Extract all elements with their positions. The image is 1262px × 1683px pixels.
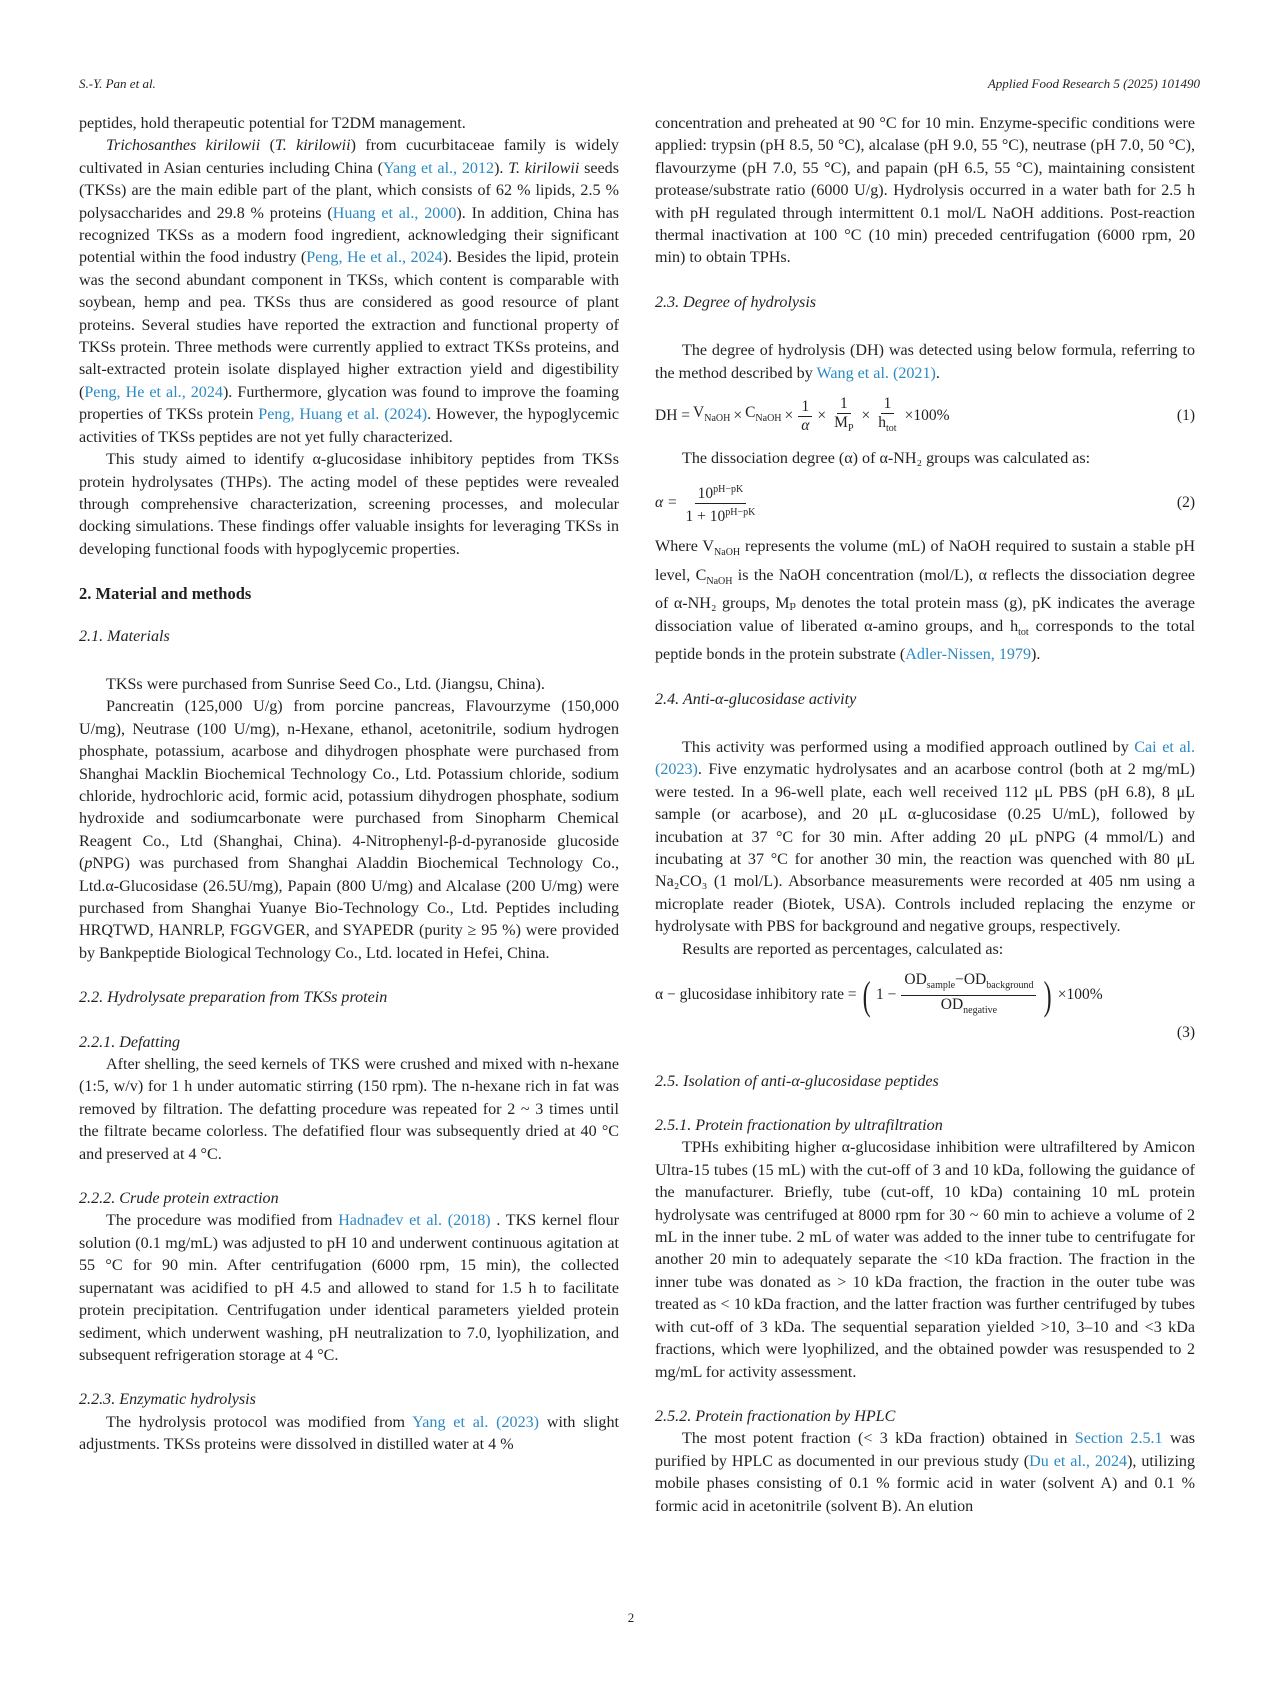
text: ), utilizing mobile phases consisting of 0.1 % formic acid in water (solvent A) and 0.1 % formic acid in acetonitrile (solvent B). An elution xyxy=(655,1452,1196,1515)
activity-paragraph xyxy=(655,737,1195,939)
citation-link[interactable]: Peng, Huang et al. (2024) xyxy=(258,406,428,424)
text: ). In addition, China has recognized TKSs as a modern food ingredient, acknowledging their significant potential within the food industry ( xyxy=(79,204,619,267)
dissociation-text: The dissociation degree (α) of α-NH₂ groups was calculated as: xyxy=(682,450,1091,468)
eq-var: M xyxy=(834,414,848,432)
section-heading-2-2: 2.2. Hydrolysate preparation from TKSs protein xyxy=(79,989,388,1007)
species-abbr: T. kirilowii xyxy=(508,159,580,177)
species-name: Trichosanthes kirilowii xyxy=(106,137,261,155)
eq-fraction xyxy=(798,398,812,435)
text: The procedure was modified from xyxy=(106,1212,339,1230)
text: NPG) was purchased from Shanghai Aladdin Biochemical Technology Co., Ltd.α-Glucosidase (26.5U/mg), Papain (800 U/mg) and Alcalase (200 U/mg) were purchased from Shanghai Yuanye Bio-Technology Co., Ltd. Peptides including HRQTWD, HANRLP, FGGVGER, and SYAPEDR (purity ≥ 95 %) were provided by Bankpeptide Biological Technology Co., Ltd. located in Hefei, China. xyxy=(79,855,619,962)
text: seeds (TKSs) are the main edible part of the plant, which consists of 62 % lipids, 2.5 % polysaccharides and 29.8 % proteins ( xyxy=(79,159,619,222)
eq-var: α xyxy=(801,417,810,435)
text: ). xyxy=(494,159,509,177)
eq-sup: pH−pK xyxy=(713,483,744,495)
eq-var: OD xyxy=(940,996,964,1014)
text: The hydrolysis protocol was modified from xyxy=(106,1413,413,1431)
text: . However, the hypoglycemic activities of TKSs peptides are not yet fully characterized. xyxy=(79,406,619,446)
eq-var: OD xyxy=(963,971,987,989)
sub: tot xyxy=(1018,626,1029,638)
text: . TKS kernel flour solution (0.1 mg/mL) was adjusted to pH 10 and underwent continuous agitation at 55 °C for 90 min. After centrifugation (6000 rpm, 15 min), the collected supernatant was acidified to pH 4.5 and allowed to stand for 1.5 h to facilitate protein precipitation. Centrifugation under identical parameters yielded protein sediment, which underwent washing, pH neutralization to 7.0, lyophilization, and subsequent refrigeration storage at 4 °C. xyxy=(79,1212,620,1364)
eq-sub: sample xyxy=(926,980,956,992)
section-heading-2-2-3: 2.2.3. Enzymatic hydrolysis xyxy=(79,1391,256,1409)
eq-fraction xyxy=(875,395,899,438)
sub: NaOH xyxy=(706,575,733,587)
equation-2 xyxy=(655,481,1195,526)
citation-link[interactable]: Adler-Nissen, 1979 xyxy=(905,646,1032,664)
citation-link[interactable]: Wang et al. (2021) xyxy=(816,364,936,382)
eq-var: V xyxy=(693,404,705,422)
text: . Five enzymatic hydrolysates and an acarbose control (both at 2 mg/mL) were tested. In a 96-well plate, each well received 112 μL PBS (pH 6.8), 8 μL sample (or acarbose), and 20 μL α-glucosidase (0.25 U/mL), followed by incubation at 37 °C for 30 min. After adding 20 μL pNPG (4 mmol/L) and incubating at 37 °C for another 30 min, the reaction was quenched with 80 μL Na₂CO₃ (1 mol/L). Absorbance measurements were recorded at 405 nm using a microplate reader (Biotek, USA). Controls included replacing the enzyme or hydrolysate with PBS for background and negative groups, respectively. xyxy=(655,761,1195,936)
equation-number: (1) xyxy=(1176,407,1195,425)
eq-op: − xyxy=(955,971,964,989)
citation-link[interactable]: Du et al., 2024 xyxy=(1029,1452,1128,1470)
text: represents the volume (mL) of NaOH required to sustain a stable pH level, C xyxy=(655,537,1195,584)
text: ) from cucurbitaceae family is widely cultivated in Asian centuries including China ( xyxy=(79,137,619,177)
text: is the NaOH concentration (mol/L), α reflects the dissociation degree of α-NH₂ groups, Mₚ denotes the total protein mass (g), pK indicates the average dissociation value of liberated α-amino groups, and h xyxy=(655,566,1195,635)
text: . xyxy=(935,364,940,382)
section-heading-2-2-2: 2.2.2. Crude protein extraction xyxy=(79,1190,279,1208)
equation-1 xyxy=(655,395,1195,438)
eq-den xyxy=(938,996,1000,1020)
citation-link[interactable]: Yang et al., 2012 xyxy=(383,159,495,177)
eq-fraction xyxy=(901,971,1036,1020)
eq-op: ×100% xyxy=(1057,986,1103,1004)
eq-sub: NaOH xyxy=(704,413,731,425)
text: This activity was performed using a modified approach outlined by xyxy=(682,738,1135,756)
eq-fraction xyxy=(831,395,856,438)
text: ). xyxy=(1031,646,1041,664)
intro-paragraph-continued xyxy=(79,113,619,135)
left-paren: ( xyxy=(862,972,871,1018)
citation-link[interactable]: Huang et al., 2000 xyxy=(332,204,457,222)
section-heading-2-4: 2.4. Anti-α-glucosidase activity xyxy=(655,690,857,708)
hplc-paragraph xyxy=(655,1428,1195,1518)
running-head-journal: Applied Food Research 5 (2025) 101490 xyxy=(987,76,1200,91)
eq-den xyxy=(798,417,812,435)
text-italic: p xyxy=(84,855,93,873)
species-abbr: T. kirilowii xyxy=(274,137,351,155)
sub: NaOH xyxy=(714,547,741,559)
materials-paragraph-2 xyxy=(79,696,619,965)
eq-op: × xyxy=(784,407,794,425)
equation-3 xyxy=(655,971,1195,1020)
text: Where V xyxy=(655,537,715,555)
eq-num xyxy=(901,971,1036,996)
eq-text: α − glucosidase inhibitory rate = xyxy=(655,986,857,1004)
text: Pancreatin (125,000 U/g) from porcine pancreas, Flavourzyme (150,000 U/mg), Neutrase (100 U/mg), n-Hexane, ethanol, acetonitrile, sodium hydrogen phosphate, potassium, acarbose and dihydrogen phosphate were purchased from Shanghai Macklin Biochemical Technology Co., Ltd. Potassium chloride, sodium chloride, hydrochloric acid, formic acid, potassium dihydrogen phosphate, sodium hydroxide and sodiumcarbonate were purchased from Sinopharm Chemical Reagent Co., Ltd (Shanghai, China). 4-Nitrophenyl-β-d-pyranoside glucoside ( xyxy=(79,698,619,873)
text: corresponds to the total peptide bonds in the protein substrate ( xyxy=(655,617,1195,664)
enzymatic-hydrolysis-continued: concentration and preheated at 90 °C for 10 min. Enzyme-specific conditions were applied: trypsin (pH 8.5, 50 °C), alcalase (pH 9.0, 55 °C), neutrase (pH 7.0, 50 °C), flavourzyme (pH 7.0, 55 °C), and papain (pH 6.5, 55 °C), maintaining consistent protease/substrate ratio (6000 U/g). Hydrolysis occurred in a water bath for 2.5 h with pH regulated through intermittent 0.1 mol/L NaOH additions. Post-reaction thermal inactivation at 100 °C (10 min) preceded centrifugation (6000 rpm, 20 min) to obtain TPHs. xyxy=(655,115,1195,267)
eq-num: 1 xyxy=(881,395,895,414)
enzymatic-hydrolysis-paragraph xyxy=(79,1412,619,1457)
right-column xyxy=(655,113,1195,1518)
variables-definition-paragraph xyxy=(655,536,1195,667)
eq-den xyxy=(682,504,758,526)
eq-op: × xyxy=(733,407,743,425)
text: The degree of hydrolysis (DH) was detected using below formula, referring to the method described by xyxy=(655,342,1195,382)
text: ). Furthermore, glycation was found to improve the foaming properties of TKSs protein xyxy=(79,383,619,424)
dh-paragraph xyxy=(655,340,1195,385)
eq-var: C xyxy=(745,404,756,422)
eq-var: OD xyxy=(904,971,927,989)
page-number: 2 xyxy=(627,1610,635,1625)
materials-paragraph-1: TKSs were purchased from Sunrise Seed Co., Ltd. (Jiangsu, China). xyxy=(106,675,545,693)
text: ( xyxy=(260,137,275,155)
eq-var: 10 xyxy=(697,484,714,502)
eq-var: 1 + 10 xyxy=(685,507,726,525)
eq-sub: negative xyxy=(963,1005,998,1017)
section-link[interactable]: Section 2.5.1 xyxy=(1074,1430,1163,1448)
equation-number: (3) xyxy=(1176,1024,1195,1042)
eq-fraction xyxy=(682,481,758,526)
eq-op: × xyxy=(817,407,827,425)
results-text: Results are reported as percentages, calculated as: xyxy=(682,940,1004,958)
eq-op: × xyxy=(861,407,871,425)
eq-num: 1 xyxy=(837,395,851,414)
citation-link[interactable]: Peng, He et al., 2024 xyxy=(84,383,223,401)
eq-num: 1 xyxy=(798,398,812,417)
section-heading-2-5: 2.5. Isolation of anti-α-glucosidase peptides xyxy=(655,1072,939,1090)
eq-op: 1 − xyxy=(876,986,897,1004)
eq-op: ×100% xyxy=(904,407,950,425)
intro-paragraph-aim: This study aimed to identify α-glucosidase inhibitory peptides from TKSs protein hydrolysates (THPs). The acting model of these peptides were revealed through comprehensive characterization, screening processes, and molecular docking simulations. These findings offer valuable insights for leveraging TKSs in developing functional foods with hypoglycemic properties. xyxy=(79,451,619,558)
citation-link[interactable]: Hadnađev et al. (2018) xyxy=(338,1212,491,1230)
eq-sub: background xyxy=(986,980,1034,992)
defatting-paragraph: After shelling, the seed kernels of TKS were crushed and mixed with n-hexane (1:5, w/v) for 1 h under automatic stirring (150 rpm). The n-hexane rich in fat was removed by filtration. The defatting procedure was repeated for 2 ~ 3 times until the filtrate became colorless. The defatified flour was subsequently dried at 40 °C and preserved at 4 °C. xyxy=(79,1056,619,1163)
text: peptides, hold therapeutic potential for T2DM management. xyxy=(79,115,466,132)
ultrafiltration-paragraph: TPHs exhibiting higher α-glucosidase inhibition were ultrafiltered by Amicon Ultra-15 tubes (15 mL) with the cut-off of 3 and 10 kDa, following the guidance of the manufacturer. Briefly, tube (cut-off, 10 kDa) containing 10 mL protein hydrolysate was centrifuged at 8000 rpm for 30 ~ 60 min to achieve a volume of 2 mL in the inner tube. 2 mL of water was added to the inner tube to centrifugate for another 20 min to adequately separate the <10 kDa fraction. The fraction in the inner tube was donated as > 10 kDa fraction, the fraction in the outer tube was treated as < 10 kDa fraction, and the latter fraction was further centrifuged by tubes with cut-off of 3 kDa. The sequential separation yielded >10, 3–10 and <3 kDa fractions, which were lyophilized, and the obtained powder was resuspended to 2 mg/mL for activity assessment. xyxy=(655,1139,1195,1381)
eq-sub: P xyxy=(847,423,854,435)
section-heading-2-5-2: 2.5.2. Protein fractionation by HPLC xyxy=(655,1407,896,1425)
text: with slight adjustments. TKSs proteins were dissolved in distilled water at 4 % xyxy=(79,1413,619,1454)
crude-extraction-paragraph xyxy=(79,1210,619,1367)
section-heading-2-1: 2.1. Materials xyxy=(79,627,170,645)
eq-sup: pH−pK xyxy=(725,506,756,518)
eq-lhs: DH = xyxy=(655,407,691,425)
eq-den xyxy=(831,414,856,438)
citation-link[interactable]: Peng, He et al., 2024 xyxy=(306,249,443,267)
eq-sub: NaOH xyxy=(755,413,782,425)
text: The most potent fraction (< 3 kDa fraction) obtained in xyxy=(682,1430,1075,1448)
running-head-authors: S.-Y. Pan et al. xyxy=(79,76,156,91)
section-heading-2-3: 2.3. Degree of hydrolysis xyxy=(655,293,817,311)
eq-num xyxy=(695,481,747,504)
left-column xyxy=(79,113,619,1457)
eq-den xyxy=(875,414,899,438)
section-heading-2-5-1: 2.5.1. Protein fractionation by ultrafiltration xyxy=(655,1117,943,1135)
text: was purified by HPLC as documented in our previous study ( xyxy=(655,1430,1195,1470)
intro-paragraph-tks xyxy=(79,135,619,449)
eq-var: h xyxy=(878,414,887,432)
eq-sub: tot xyxy=(886,423,897,435)
text: ). Besides the lipid, protein was the second abundant component in TKSs, which content is comparable with soybean, hemp and pea. TKSs thus are considered as good resource of plant proteins. Several studies have reported the extraction and functional property of TKSs protein. Three methods were currently applied to extract TKSs proteins, and salt-extracted protein isolate displayed higher extraction yield and digestibility ( xyxy=(79,249,619,401)
eq-lhs: α = xyxy=(655,494,678,512)
eq-lhs xyxy=(655,984,857,1006)
section-heading-2: 2. Material and methods xyxy=(79,584,252,604)
citation-link[interactable]: Yang et al. (2023) xyxy=(412,1413,540,1431)
citation-link[interactable]: Cai et al. (2023) xyxy=(655,738,1195,779)
equation-number: (2) xyxy=(1176,494,1195,512)
section-heading-2-2-1: 2.2.1. Defatting xyxy=(79,1033,181,1051)
right-paren: ) xyxy=(1044,972,1053,1018)
